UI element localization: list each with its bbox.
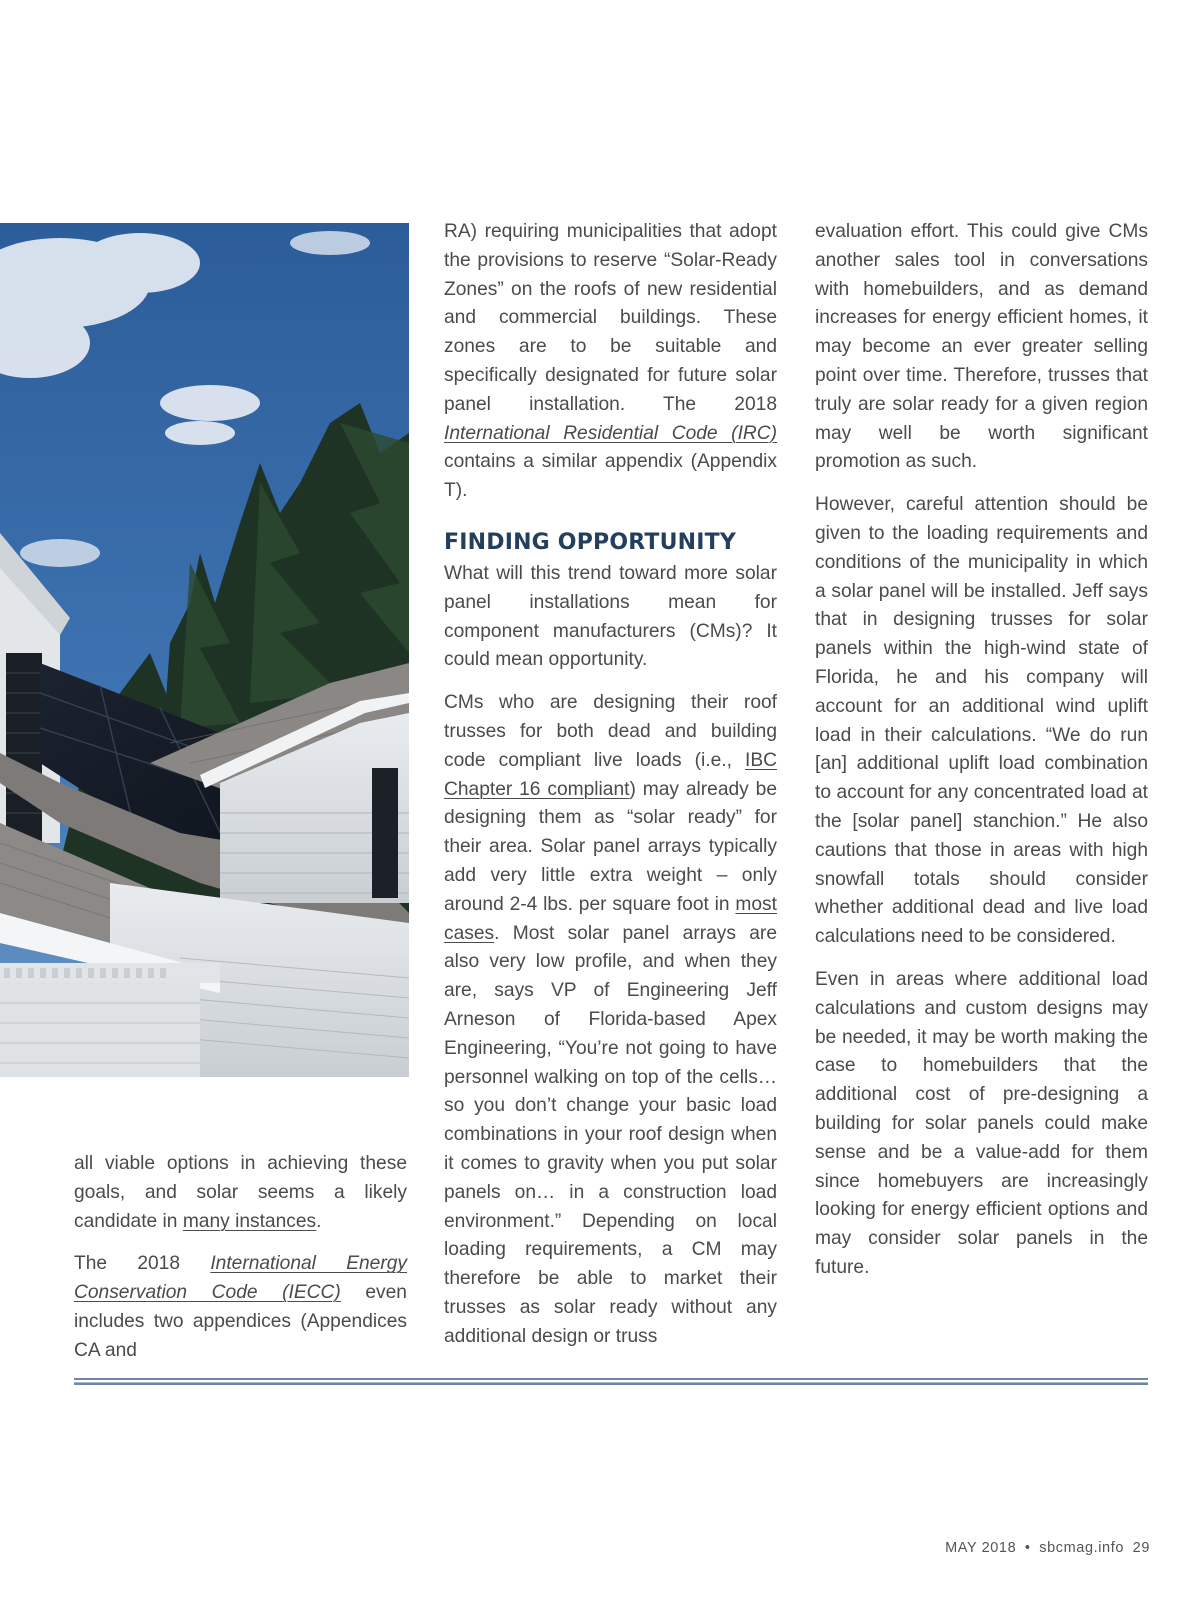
paragraph: evaluation effort. This could give CMs another sales tool in conversations with homebuilders, and as demand increases for energy efficient homes, it may become an ever greater selling point over time. Therefore, trusses that truly are solar ready for a given region may well be worth significant promotion as such. (815, 221, 1148, 473)
link-iecc[interactable]: International Energy Conservation Code (IECC) (74, 1253, 407, 1304)
solar-roof-photo (0, 223, 409, 1077)
text: . Most solar panel arrays are also very low profile, and when they are, says VP of Engineering Jeff Arneson of Florida-based Apex Engineering, “You’re not going to have personnel walking on top of the cells…so you don’t change your basic load combinations in your roof design when it comes to gravity when you put solar panels on… in a construction load environment.” Depending on local loading requirements, a CM may therefore be able to market their trusses as solar ready without any additional design or truss (444, 922, 777, 1347)
text: The 2018 (74, 1253, 211, 1275)
text: all viable options in achieving these goals, and solar seems a likely candidate in (74, 1153, 407, 1232)
divider-rule (74, 1378, 1148, 1385)
text: CMs who are designing their roof trusses for both dead and building code compliant live loads (i.e., (444, 692, 777, 771)
article-column-1 (74, 1150, 407, 1380)
page-footer (941, 1540, 1150, 1556)
paragraph: What will this trend toward more solar panel installations mean for component manufacturers (CMs)? It could mean opportunity. (444, 562, 777, 671)
page-number: 29 (1132, 1540, 1150, 1556)
text: . (316, 1210, 322, 1232)
link-many-instances[interactable]: many instances (182, 1210, 317, 1232)
article-column-3 (815, 218, 1148, 1297)
separator-bullet: • (1024, 1540, 1031, 1556)
paragraph: Even in areas where additional load calculations and custom designs may be needed, it may be worth making the case to homebuilders that the additional cost of pre-designing a building for solar panels could make sense and be a value-add for them since homebuyers are increasingly looking for energy efficient options and may consider solar panels in the future. (815, 968, 1148, 1278)
paragraph: However, careful attention should be given to the loading requirements and conditions of the municipality in which a solar panel will be installed. Jeff says that in designing trusses for solar panels within the high-wind state of Florida, he and his company will account for an additional wind uplift load in their calculations. “We do run [an] additional uplift load combination to account for any concentrated load at the [solar panel] stanchion.” He also cautions that those in areas with high snowfall totals should consider whether additional dead and live load calculations need to be considered. (815, 494, 1148, 948)
text: even includes two appendices (Appendices CA and (74, 1282, 407, 1361)
paragraph (444, 689, 777, 1351)
site-link[interactable]: sbcmag.info (1039, 1540, 1125, 1556)
text: ) may already be designing them as “solar ready” for their area. Solar panel arrays typically add very little extra weight – only around 2-4 lbs. per square foot in (444, 778, 777, 915)
text: RA) requiring municipalities that adopt the provisions to reserve “Solar-Ready Zones” on the roofs of new residential and commercial buildings. These zones are to be suitable and specifically designated for future solar panel installation. The 2018 (444, 221, 777, 415)
text: contains a similar appendix (Appendix T). (444, 451, 777, 502)
issue-date: MAY 2018 (945, 1540, 1017, 1556)
link-irc[interactable]: International Residential Code (IRC) (444, 422, 777, 444)
solar-roof-illustration (0, 223, 409, 1077)
article-column-2 (444, 218, 777, 1365)
paragraph (444, 218, 777, 506)
link-most-cases[interactable]: most cases (444, 893, 777, 944)
paragraph (74, 1250, 407, 1365)
paragraph (74, 1150, 407, 1236)
section-heading: FINDING OPPORTUNITY (444, 529, 737, 555)
link-ibc-chapter-16[interactable]: IBC Chapter 16 compliant (444, 749, 777, 800)
